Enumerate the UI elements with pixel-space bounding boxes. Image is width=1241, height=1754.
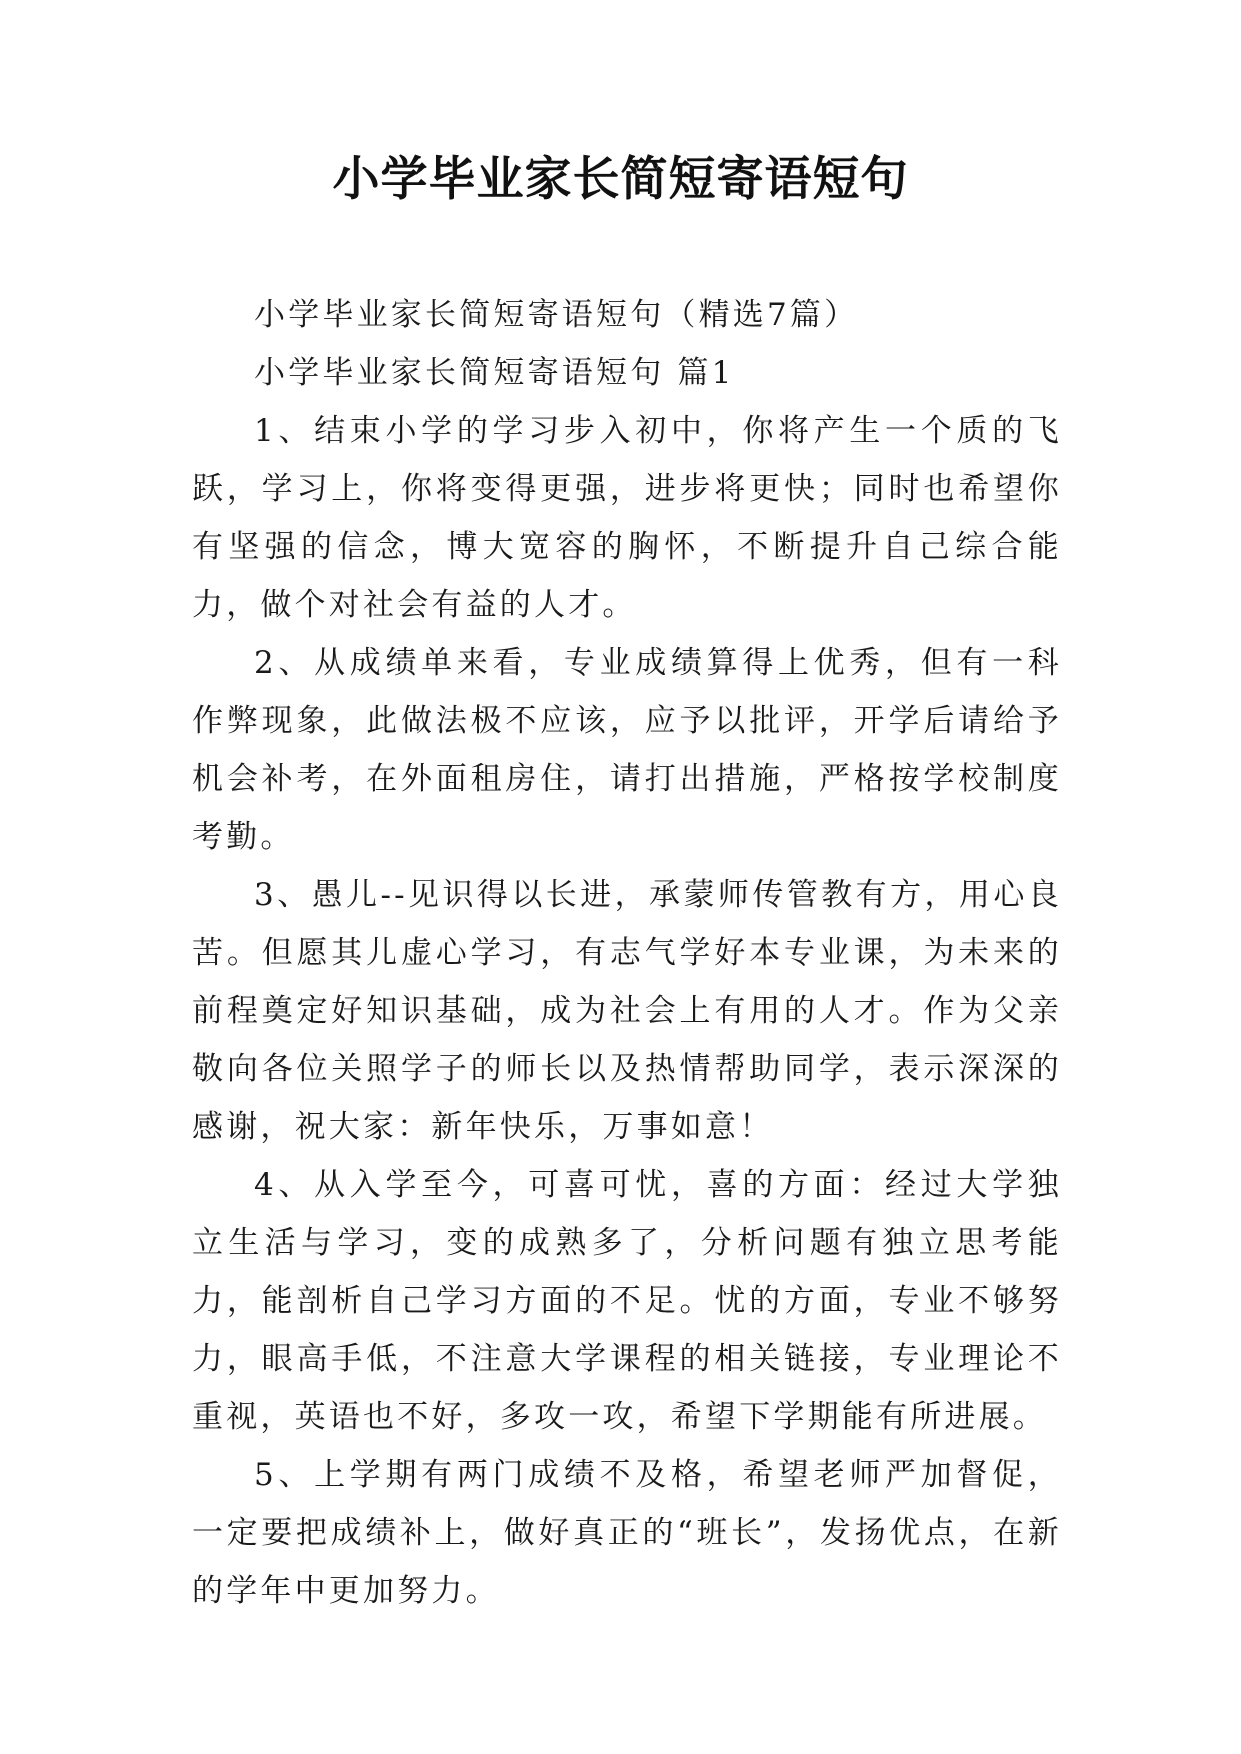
paragraph-5: 5、上学期有两门成绩不及格，希望老师严加督促，一定要把成绩补上，做好真正的“班长”，发扬优点，在新的学年中更加努力。 [192, 1457, 1062, 1609]
paragraph-1: 1、结束小学的学习步入初中，你将产生一个质的飞跃，学习上，你将变得更强，进步将更快；同时也希望你有坚强的信念，博大宽容的胸怀，不断提升自己综合能力，做个对社会有益的人才。 [192, 413, 1062, 623]
paragraph-4: 4、从入学至今，可喜可忧，喜的方面：经过大学独立生活与学习，变的成熟多了，分析问题有独立思考能力，能剖析自己学习方面的不足。忧的方面，专业不够努力，眼高手低，不注意大学课程的相关链接，专业理论不重视，英语也不好，多攻一攻，希望下学期能有所进展。 [192, 1167, 1062, 1435]
paragraph-2: 2、从成绩单来看，专业成绩算得上优秀，但有一科作弊现象，此做法极不应该，应予以批评，开学后请给予机会补考，在外面租房住，请打出措施，严格按学校制度考勤。 [192, 645, 1062, 855]
document-title: 小学毕业家长简短寄语短句 [332, 152, 909, 207]
section-heading: 小学毕业家长简短寄语短句 篇1 [254, 355, 735, 391]
paragraph-3: 3、愚儿--见识得以长进，承蒙师传管教有方，用心良苦。但愿其儿虚心学习，有志气学好本专业课，为未来的前程奠定好知识基础，成为社会上有用的人才。作为父亲敬向各位关照学子的师长以及热情帮助同学，表示深深的感谢，祝大家：新年快乐，万事如意！ [192, 877, 1062, 1145]
document-body [192, 286, 1062, 1620]
collection-heading: 小学毕业家长简短寄语短句（精选7篇） [254, 297, 859, 333]
